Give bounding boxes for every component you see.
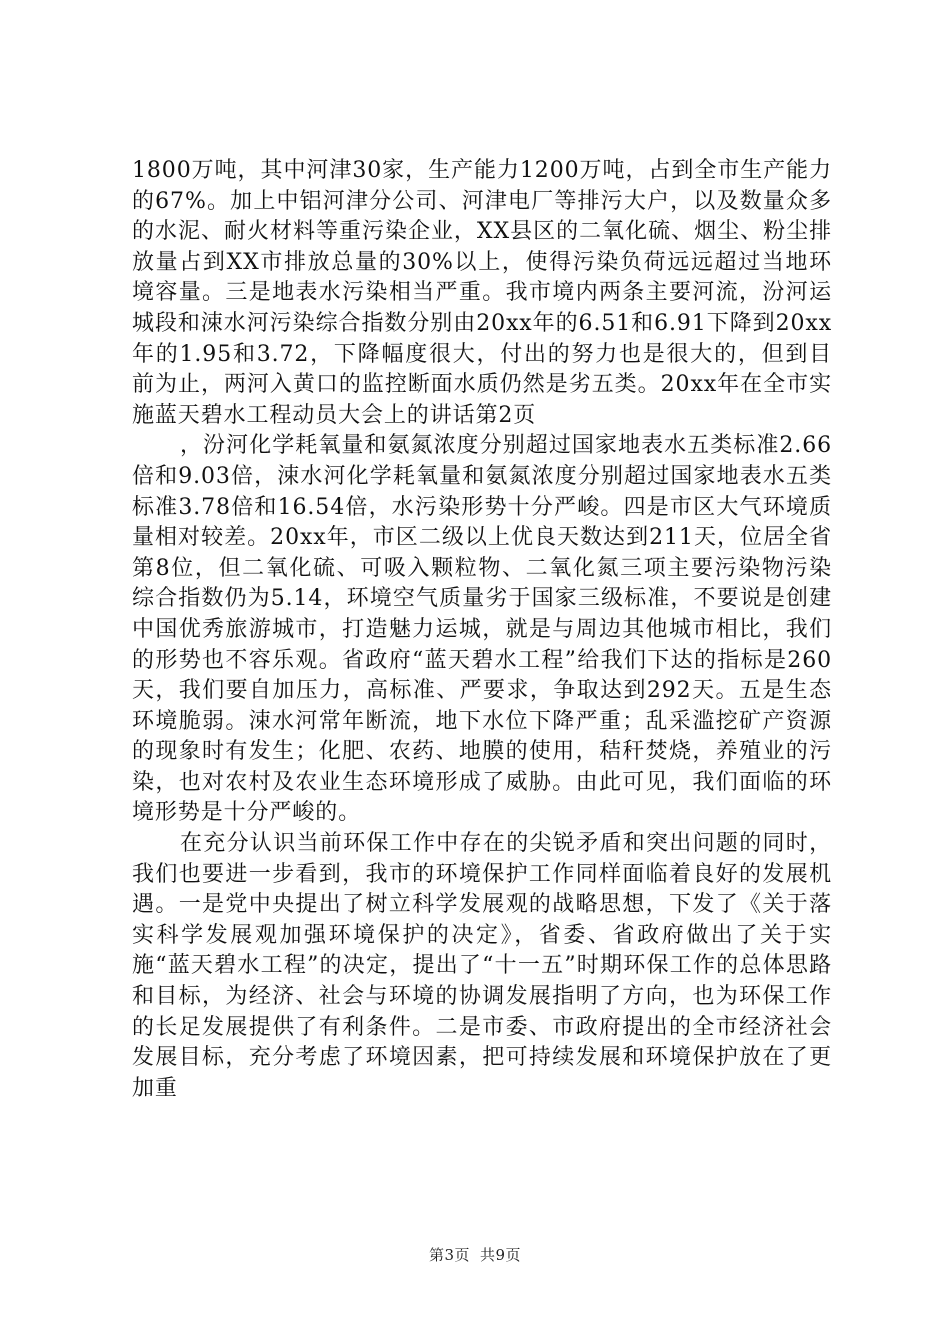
page-total: 共9页	[480, 1246, 522, 1264]
paragraph-1: 1800万吨，其中河津30家，生产能力1200万吨，占到全市生产能力的67%。加上中铝河津分公司、河津电厂等排污大户，以及数量众多的水泥、耐火材料等重污染企业，XX县区的二氧化硫、烟尘、粉尘排放量占到XX市排放总量的30%以上，使得污染负荷远远超过当地环境容量。三是地表水污染相当严重。我市境内两条主要河流，汾河运城段和涑水河污染综合指数分别由20xx年的6.51和6.91下降到20xx年的1.95和3.72，下降幅度很大，付出的努力也是很大的，但到目前为止，两河入黄口的监控断面水质仍然是劣五类。20xx年在全市实施蓝天碧水工程动员大会上的讲话第2页	[132, 158, 832, 428]
paragraph-3: 在充分认识当前环保工作中存在的尖锐矛盾和突出问题的同时，我们也要进一步看到，我市的环境保护工作同样面临着良好的发展机遇。一是党中央提出了树立科学发展观的战略思想，下发了《关于落实科学发展观加强环境保护的决定》，省委、省政府做出了关于实施“蓝天碧水工程”的决定，提出了“十一五”时期环保工作的总体思路和目标，为经济、社会与环境的协调发展指明了方向，也为环保工作的长足发展提供了有利条件。二是市委、市政府提出的全市经济社会发展目标，充分考虑了环境因素，把可持续发展和环境保护放在了更加重	[132, 831, 832, 1101]
document-body	[132, 156, 832, 1104]
page-footer	[0, 1244, 950, 1265]
paragraph-2: ，汾河化学耗氧量和氨氮浓度分别超过国家地表水五类标准2.66倍和9.03倍，涑水河化学耗氧量和氨氮浓度分别超过国家地表水五类标准3.78倍和16.54倍，水污染形势十分严峻。四是市区大气环境质量相对较差。20xx年，市区二级以上优良天数达到211天，位居全省第8位，但二氧化硫、可吸入颗粒物、二氧化氮三项主要污染物污染综合指数仍为5.14，环境空气质量劣于国家三级标准，不要说是创建中国优秀旅游城市，打造魅力运城，就是与周边其他城市相比，我们的形势也不容乐观。省政府“蓝天碧水工程”给我们下达的指标是260天，我们要自加压力，高标准、严要求，争取达到292天。五是生态环境脆弱。涑水河常年断流，地下水位下降严重；乱采滥挖矿产资源的现象时有发生；化肥、农药、地膜的使用，秸秆焚烧，养殖业的污染，也对农村及农业生态环境形成了威胁。由此可见，我们面临的环境形势是十分严峻的。	[132, 433, 832, 826]
page-number: 第3页	[428, 1246, 470, 1264]
